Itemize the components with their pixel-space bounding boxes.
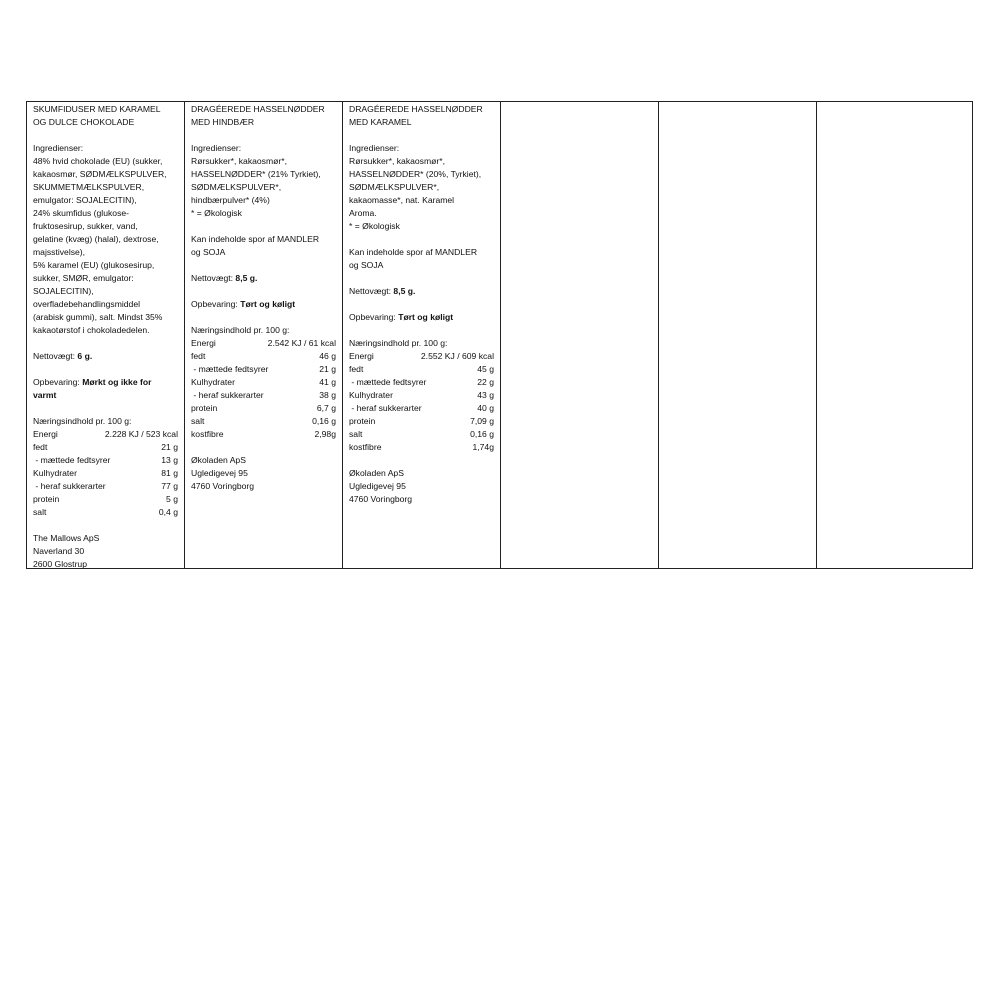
nutrition-value: 0,16 g (470, 429, 494, 439)
storage-value-part2: varmt (33, 390, 57, 400)
address-line: The Mallows ApS (33, 533, 100, 543)
nutrition-title: Næringsindhold pr. 100 g: (191, 325, 290, 335)
product-title-line: OG DULCE CHOKOLADE (33, 117, 135, 127)
nutrition-value: 43 g (477, 390, 494, 400)
nutrition-energy-value: 2.542 KJ / 61 kcal (267, 338, 336, 348)
nutrition-row (349, 350, 494, 363)
nutrition-value: 22 g (477, 377, 494, 387)
nutrition-row (191, 402, 336, 415)
spacer (349, 129, 494, 142)
net-weight-label: Nettovægt: (349, 286, 394, 296)
nutrition-row (349, 389, 494, 402)
storage-cont (33, 389, 178, 402)
nutrition-energy-value: 2.552 KJ / 609 kcal (420, 351, 494, 361)
nutrition-label: fedt (191, 351, 206, 361)
spacer (191, 259, 336, 272)
nutrition-label: protein (191, 403, 218, 413)
spacer (33, 337, 178, 350)
ingredients-line: overfladebehandlingsmiddel (33, 299, 141, 309)
nutrition-label: kostfibre (191, 429, 224, 439)
ingredients-line: kakaosmør, SØDMÆLKSPULVER, (33, 169, 167, 179)
nutrition-value: 7,09 g (470, 416, 494, 426)
nutrition-value: 13 g (161, 455, 178, 465)
allergy-line: Kan indeholde spor af MANDLER (191, 234, 320, 244)
ingredients-line: (arabisk gummi), salt. Mindst 35% (33, 312, 163, 322)
nutrition-row (33, 441, 178, 454)
storage-label: Opbevaring: (349, 312, 399, 322)
ingredients-line: Rørsukker*, kakaosmør*, (349, 156, 445, 166)
net-weight-value: 6 g. (77, 351, 93, 361)
ingredients-line: SØDMÆLKSPULVER*, (349, 182, 440, 192)
spacer (33, 129, 178, 142)
product-title-line: MED HINDBÆR (191, 117, 255, 127)
nutrition-label: - mættede fedtsyrer (191, 364, 269, 374)
nutrition-label: fedt (349, 364, 364, 374)
ingredients-line: 5% karamel (EU) (glukosesirup, (33, 260, 155, 270)
address-line: 4760 Voringborg (349, 494, 413, 504)
nutrition-label: fedt (33, 442, 48, 452)
ingredients-line: * = Økologisk (191, 208, 242, 218)
spacer (191, 285, 336, 298)
ingredients-line: majsstivelse), (33, 247, 86, 257)
nutrition-value: 21 g (319, 364, 336, 374)
ingredients-label: Ingredienser: (349, 143, 400, 153)
nutrition-row (33, 467, 178, 480)
net-weight (191, 272, 336, 285)
net-weight-value: 8,5 g. (235, 273, 258, 283)
nutrition-row (349, 441, 494, 454)
nutrition-row (191, 350, 336, 363)
nutrition-row (33, 428, 178, 441)
ingredients-line: kakaomasse*, nat. Karamel (349, 195, 455, 205)
nutrition-label: kostfibre (349, 442, 382, 452)
nutrition-energy-value: 2.228 KJ / 523 kcal (104, 429, 178, 439)
ingredients-line: HASSELNØDDER* (20%, Tyrkiet), (349, 169, 482, 179)
storage-value: Tørt og køligt (398, 312, 454, 322)
ingredients-line: sukker, SMØR, emulgator: (33, 273, 134, 283)
nutrition-row (191, 363, 336, 376)
nutrition-value: 0,16 g (312, 416, 336, 426)
nutrition-row (191, 376, 336, 389)
ingredients-line: fruktosesirup, sukker, vand, (33, 221, 138, 231)
product-title-line: MED KARAMEL (349, 117, 412, 127)
spacer (33, 519, 178, 532)
nutrition-value: 6,7 g (316, 403, 336, 413)
nutrition-row (33, 454, 178, 467)
ingredients-line: 24% skumfidus (glukose- (33, 208, 130, 218)
label-sheet-table (26, 101, 973, 569)
label-cell-2 (185, 102, 343, 568)
nutrition-label: - heraf sukkerarter (33, 481, 106, 491)
label-cell-1 (27, 102, 185, 568)
label-cell-3 (343, 102, 501, 568)
ingredients-line: gelatine (kvæg) (halal), dextrose, (33, 234, 159, 244)
spacer (349, 324, 494, 337)
spacer (33, 363, 178, 376)
ingredients-line: kakaotørstof i chokoladedelen. (33, 325, 150, 335)
nutrition-value: 0,4 g (158, 507, 178, 517)
nutrition-value: 2,98g (314, 429, 336, 439)
label-cell-4-empty (501, 102, 659, 568)
nutrition-row (349, 402, 494, 415)
spacer (33, 402, 178, 415)
nutrition-label: salt (33, 507, 47, 517)
nutrition-value: 45 g (477, 364, 494, 374)
nutrition-label: protein (349, 416, 376, 426)
net-weight (33, 350, 178, 363)
address-line: Naverland 30 (33, 546, 85, 556)
label-cell-5-empty (659, 102, 817, 568)
ingredients-line: Rørsukker*, kakaosmør*, (191, 156, 287, 166)
address-line: 2600 Glostrup (33, 559, 87, 568)
allergy-line: og SOJA (349, 260, 384, 270)
nutrition-row (191, 337, 336, 350)
nutrition-label: salt (191, 416, 205, 426)
net-weight-label: Nettovægt: (33, 351, 78, 361)
net-weight-label: Nettovægt: (191, 273, 236, 283)
spacer (191, 129, 336, 142)
spacer (349, 233, 494, 246)
product-title-line: DRAGÉEREDE HASSELNØDDER (349, 104, 483, 114)
nutrition-label: Energi (349, 351, 374, 361)
nutrition-value: 41 g (319, 377, 336, 387)
nutrition-row (191, 415, 336, 428)
nutrition-value: 38 g (319, 390, 336, 400)
nutrition-row (349, 376, 494, 389)
spacer (191, 220, 336, 233)
storage (191, 298, 336, 311)
nutrition-value: 77 g (161, 481, 178, 491)
storage (349, 311, 494, 324)
spacer (349, 272, 494, 285)
net-weight-value: 8,5 g. (393, 286, 416, 296)
allergy-line: Kan indeholde spor af MANDLER (349, 247, 478, 257)
nutrition-row (191, 389, 336, 402)
nutrition-label: Energi (191, 338, 216, 348)
nutrition-row (191, 428, 336, 441)
storage-label: Opbevaring: (33, 377, 83, 387)
ingredients-line: HASSELNØDDER* (21% Tyrkiet), (191, 169, 321, 179)
nutrition-label: Kulhydrater (191, 377, 235, 387)
ingredients-line: * = Økologisk (349, 221, 400, 231)
product-title-line: SKUMFIDUSER MED KARAMEL (33, 104, 161, 114)
net-weight (349, 285, 494, 298)
nutrition-label: Kulhydrater (33, 468, 77, 478)
label-cell-6-empty (817, 102, 974, 568)
ingredients-line: 48% hvid chokolade (EU) (sukker, (33, 156, 163, 166)
nutrition-row (349, 428, 494, 441)
nutrition-title: Næringsindhold pr. 100 g: (33, 416, 132, 426)
storage (33, 376, 178, 389)
nutrition-value: 5 g (166, 494, 178, 504)
nutrition-row (33, 506, 178, 519)
nutrition-row (33, 493, 178, 506)
nutrition-label: - mættede fedtsyrer (33, 455, 111, 465)
spacer (349, 298, 494, 311)
storage-value: Tørt og køligt (240, 299, 296, 309)
storage-value-part1: Mørkt og ikke for (82, 377, 152, 387)
nutrition-label: Energi (33, 429, 58, 439)
spacer (191, 311, 336, 324)
ingredients-label: Ingredienser: (33, 143, 84, 153)
storage-label: Opbevaring: (191, 299, 241, 309)
address-line: Økoladen ApS (191, 455, 246, 465)
spacer (191, 441, 336, 454)
address-line: Ugledigevej 95 (349, 481, 406, 491)
ingredients-label: Ingredienser: (191, 143, 242, 153)
ingredients-line: SOJALECITIN), (33, 286, 94, 296)
nutrition-row (349, 415, 494, 428)
nutrition-value: 81 g (161, 468, 178, 478)
nutrition-label: - heraf sukkerarter (349, 403, 422, 413)
address-line: Økoladen ApS (349, 468, 404, 478)
nutrition-label: Kulhydrater (349, 390, 393, 400)
nutrition-value: 40 g (477, 403, 494, 413)
ingredients-line: SØDMÆLKSPULVER*, (191, 182, 282, 192)
nutrition-value: 21 g (161, 442, 178, 452)
nutrition-row (33, 480, 178, 493)
ingredients-line: hindbærpulver* (4%) (191, 195, 270, 205)
nutrition-label: - heraf sukkerarter (191, 390, 264, 400)
nutrition-label: protein (33, 494, 60, 504)
nutrition-title: Næringsindhold pr. 100 g: (349, 338, 448, 348)
product-title-line: DRAGÉEREDE HASSELNØDDER (191, 104, 325, 114)
allergy-line: og SOJA (191, 247, 226, 257)
nutrition-value: 46 g (319, 351, 336, 361)
ingredients-line: SKUMMETMÆLKSPULVER, (33, 182, 145, 192)
ingredients-line: Aroma. (349, 208, 377, 218)
nutrition-label: - mættede fedtsyrer (349, 377, 427, 387)
nutrition-value: 1,74g (472, 442, 494, 452)
address-line: 4760 Voringborg (191, 481, 255, 491)
spacer (349, 454, 494, 467)
address-line: Ugledigevej 95 (191, 468, 248, 478)
ingredients-line: emulgator: SOJALECITIN), (33, 195, 137, 205)
nutrition-row (349, 363, 494, 376)
nutrition-label: salt (349, 429, 363, 439)
